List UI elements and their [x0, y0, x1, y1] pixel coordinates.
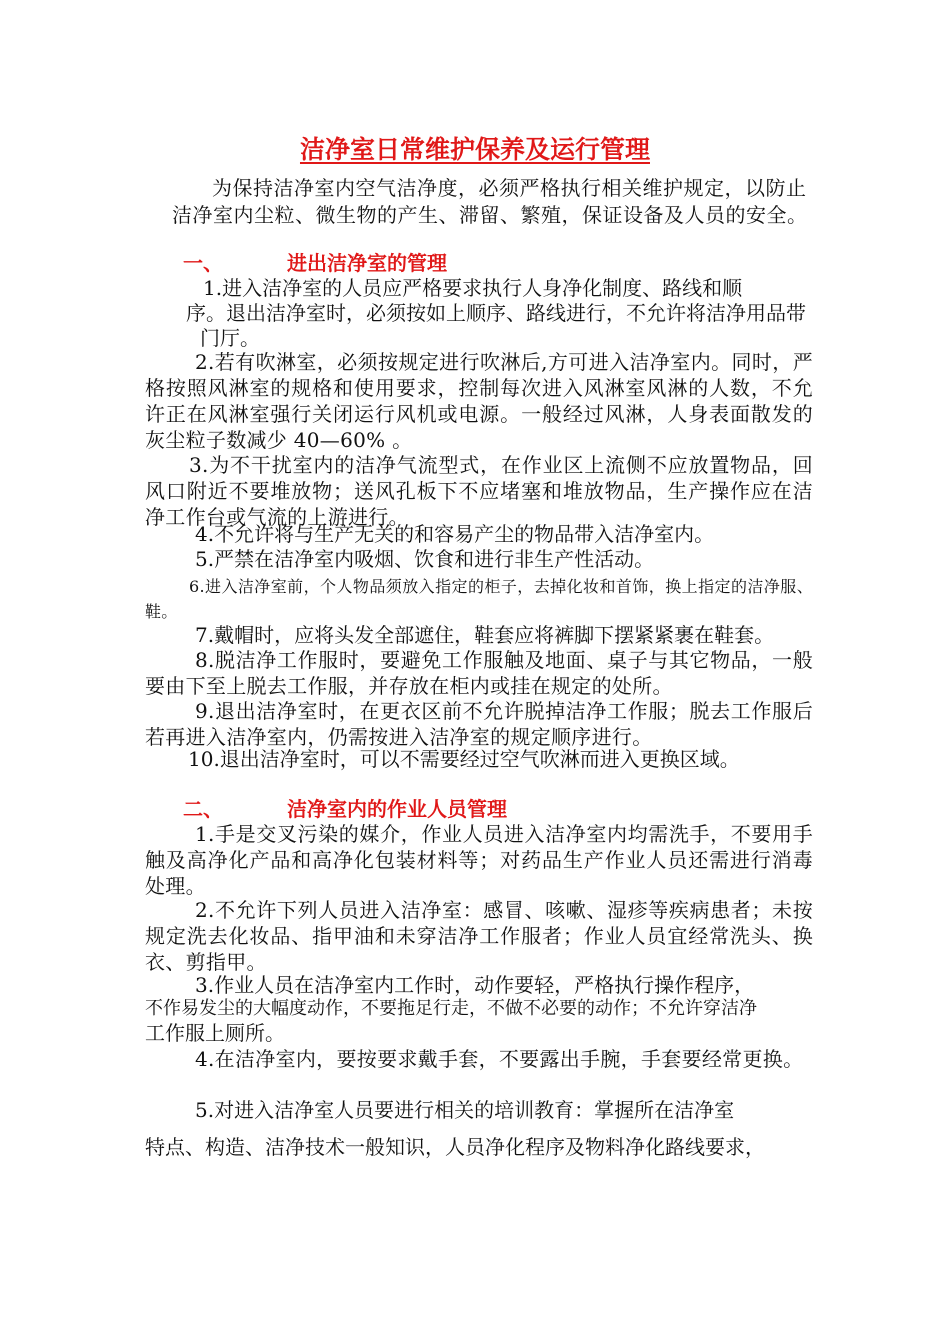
section-heading-1 [183, 250, 447, 276]
item-2-5-line-1: 5.对进入洁净室人员要进行相关的培训教育：掌握所在洁净室 [195, 1098, 735, 1122]
item-2-2: 2.不允许下列人员进入洁净室：感冒、咳嗽、湿疹等疾病患者；未按规定洗去化妆品、指甲油和未穿洁净工作服者；作业人员宜经常洗头、换衣、剪指甲。 [145, 898, 813, 974]
section-number: 一、 [183, 251, 223, 275]
item-1-4: 4.不允许将与生产无关的和容易产尘的物品带入洁净室内。 [195, 522, 715, 546]
item-1-1-line-2: 序。退出洁净室时，必须按如上顺序、路线进行，不允许将洁净用品带 [186, 301, 806, 325]
item-1-3: 3.为不干扰室内的洁净气流型式，在作业区上流侧不应放置物品，回风口附近不要堆放物；送风孔板下不应堵塞和堆放物品，生产操作应在洁净工作台或气流的上游进行。 [145, 453, 813, 529]
item-2-3-line-3: 工作服上厕所。 [145, 1021, 285, 1045]
section-title: 洁净室内的作业人员管理 [287, 797, 507, 821]
section-heading-2 [183, 796, 507, 822]
item-2-1: 1.手是交叉污染的媒介，作业人员进入洁净室内均需洗手，不要用手触及高净化产品和高净化包装材料等；对药品生产作业人员还需进行消毒处理。 [145, 822, 813, 898]
item-1-7: 7.戴帽时，应将头发全部遮住，鞋套应将裤脚下摆紧紧裹在鞋套。 [195, 623, 775, 647]
item-1-8: 8.脱洁净工作服时，要避免工作服触及地面、桌子与其它物品，一般要由下至上脱去工作服，并存放在柜内或挂在规定的处所。 [145, 648, 813, 698]
intro-paragraph: 为保持洁净室内空气洁净度，必须严格执行相关维护规定，以防止洁净室内尘粒、微生物的产生、滞留、繁殖，保证设备及人员的安全。 [172, 176, 808, 227]
item-2-5-line-2: 特点、构造、洁净技术一般知识，人员净化程序及物料净化路线要求， [145, 1135, 765, 1159]
item-2-3-line-2: 不作易发尘的大幅度动作，不要拖足行走，不做不必要的动作；不允许穿洁净 [145, 998, 757, 1019]
item-1-9: 9.退出洁净室时，在更衣区前不允许脱掉洁净工作服；脱去工作服后若再进入洁净室内，仍需按进入洁净室的规定顺序进行。 [145, 699, 813, 749]
section-title: 进出洁净室的管理 [287, 251, 447, 275]
item-2-3-line-1: 3.作业人员在洁净室内工作时，动作要轻，严格执行操作程序， [195, 973, 755, 997]
item-1-5: 5.严禁在洁净室内吸烟、饮食和进行非生产性活动。 [195, 547, 655, 571]
item-1-6: 6.进入洁净室前，个人物品须放入指定的柜子，去掉化妆和首饰，换上指定的洁净服、鞋。 [145, 577, 813, 621]
document-title: 洁净室日常维护保养及运行管理 [299, 135, 650, 164]
item-2-4: 4.在洁净室内，要按要求戴手套，不要露出手腕，手套要经常更换。 [195, 1047, 804, 1071]
item-1-2: 2.若有吹淋室，必须按规定进行吹淋后,方可进入洁净室内。同时，严格按照风淋室的规格和使用要求，控制每次进入风淋室风淋的人数，不允许正在风淋室强行关闭运行风机或电源。一般经过风淋，人身表面散发的灰尘粒子数减少 40—60% 。 [145, 350, 813, 452]
item-1-10: 10.退出洁净室时，可以不需要经过空气吹淋而进入更换区域。 [188, 747, 740, 771]
item-1-1-line-1: 1.进入洁净室的人员应严格要求执行人身净化制度、路线和顺 [203, 276, 743, 300]
section-number: 二、 [183, 797, 223, 821]
item-1-1-line-3: 门厅。 [200, 326, 260, 350]
